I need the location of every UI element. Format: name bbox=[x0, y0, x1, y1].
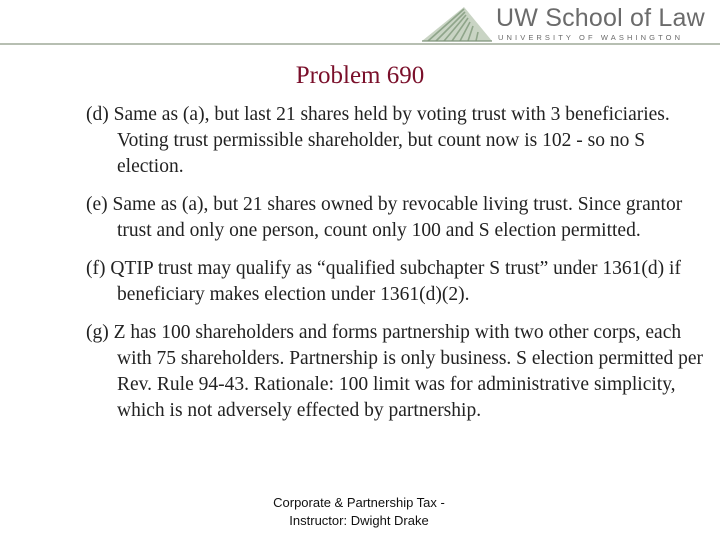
item-e: (e) Same as (a), but 21 shares owned by revocable living trust. Since grantor trust and only one person, count only 100 and S election permitted. bbox=[86, 194, 683, 241]
footer-course: Corporate & Partnership Tax - bbox=[273, 495, 445, 510]
item-f: (f) QTIP trust may qualify as “qualified subchapter S trust” under 1361(d) if beneficiary makes election under 1361(d)(2). bbox=[86, 258, 681, 305]
item-g: (g) Z has 100 shareholders and forms partnership with two other corps, each with 75 shareholders. Partnership is only business. S election permitted per Rev. Rule 94-43. Rationale: 100 limit was for administrative simplicity, which is not adversely effected by partnership. bbox=[86, 322, 703, 421]
logo-title: UW School of Law bbox=[496, 4, 705, 32]
uw-law-logo bbox=[420, 4, 720, 44]
problem-items bbox=[86, 102, 706, 436]
slide-title: Problem 690 bbox=[295, 62, 425, 89]
footer bbox=[230, 494, 488, 530]
law-building-icon bbox=[422, 6, 492, 42]
footer-instructor: Instructor: Dwight Drake bbox=[289, 513, 429, 528]
logo-subtitle: UNIVERSITY OF WASHINGTON bbox=[498, 33, 684, 42]
item-d: (d) Same as (a), but last 21 shares held by voting trust with 3 beneficiaries. Voting trust permissible shareholder, but count now is 102 - so no S election. bbox=[86, 104, 670, 177]
